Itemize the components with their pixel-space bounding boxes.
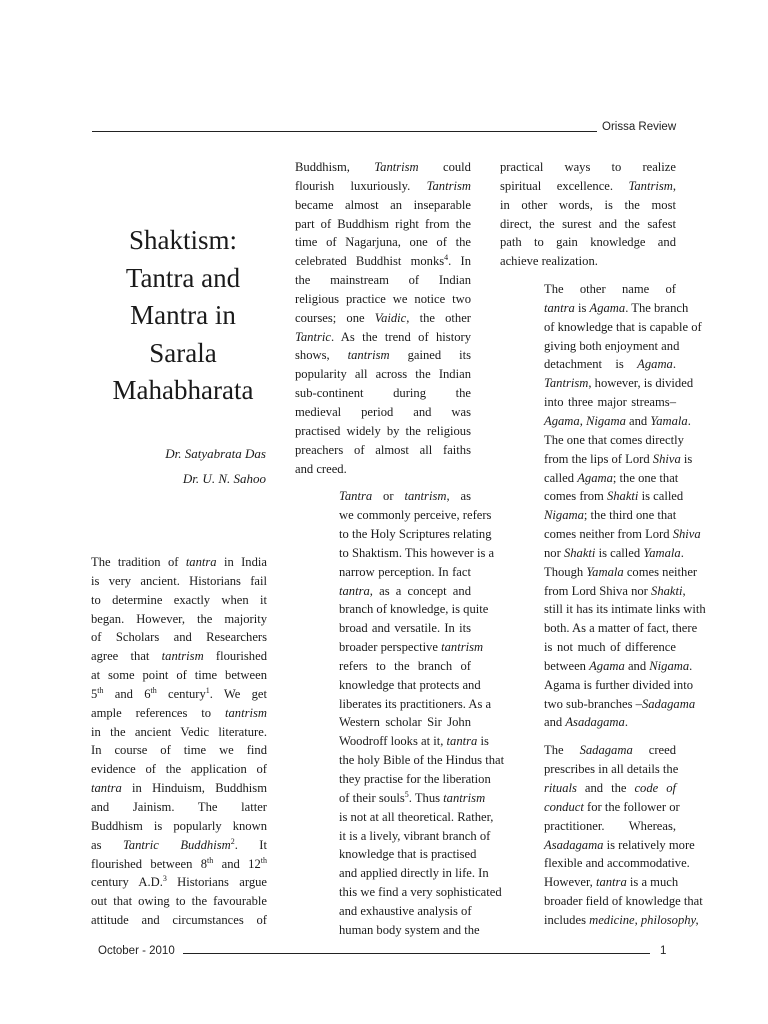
author-list <box>130 441 266 491</box>
article-title <box>95 222 271 410</box>
author-name: Dr. U. N. Sahoo <box>182 471 266 486</box>
paragraph <box>500 741 703 929</box>
text-line: Asadagama is relatively more <box>544 837 695 852</box>
text-line: as Tantric Buddhism$^2$. It <box>91 836 267 852</box>
text-line: tantra, as a concept and <box>339 583 471 598</box>
text-line: they practise for the liberation <box>339 772 491 786</box>
text-line: The one that comes directly <box>544 432 684 447</box>
text-line: In course of time we find <box>91 743 267 758</box>
text-line: shows, tantrism gained its <box>295 348 471 363</box>
text-line: Woodroff looks at it, tantra is <box>339 734 489 749</box>
text-line: flourished between 8th and 12th <box>91 855 267 871</box>
text-line: However, tantra is a much <box>544 875 679 890</box>
issue-date: October - 2010 <box>98 945 175 957</box>
text-line: of their souls$^5$. Thus tantrism <box>339 789 486 805</box>
text-line: achieve realization. <box>500 254 598 269</box>
text-line: at some point of time between <box>91 668 267 683</box>
text-line: Western scholar Sir John <box>339 715 471 730</box>
text-line: Though Yamala comes neither <box>544 564 698 579</box>
text-line: includes medicine, philosophy, <box>544 912 699 927</box>
text-line: comes neither from Lord Shiva <box>544 527 701 542</box>
text-line: agree that tantrism flourished <box>91 649 267 664</box>
text-column-2 <box>295 158 505 940</box>
text-line: and Jainism. The latter <box>91 799 267 814</box>
text-column-1 <box>91 553 267 930</box>
text-line: giving both enjoyment and <box>544 338 680 353</box>
text-line: refers to the branch of <box>339 658 471 673</box>
publication-name: Orissa Review <box>602 121 677 133</box>
text-line: rituals and the code of <box>544 781 677 795</box>
text-line: the holy Bible of the Hindus that <box>339 753 505 768</box>
text-line: in other words, is the most <box>500 197 676 212</box>
text-line: broad and versatile. In its <box>339 621 471 636</box>
text-line: branch of knowledge, is quite <box>339 602 489 617</box>
title-line: Tantra and <box>125 262 241 293</box>
text-line: The other name of <box>544 282 676 297</box>
text-line: is not much of difference <box>544 640 676 655</box>
text-line: evidence of the application of <box>91 762 267 777</box>
title-line: Shaktism: <box>128 225 237 255</box>
title-line: Mantra in <box>130 300 236 330</box>
text-line: ample references to tantrism <box>91 705 267 720</box>
text-line: detachment is Agama. <box>544 357 676 372</box>
text-line: Tantrism, however, is divided <box>544 376 694 391</box>
paragraph <box>295 487 505 939</box>
text-line: path to gain knowledge and <box>500 235 676 250</box>
text-line: of knowledge that is capable of <box>544 319 702 334</box>
text-line: nor Shakti is called Yamala. <box>544 545 684 560</box>
text-line: The Sadagama creed <box>544 743 676 758</box>
text-line: to Shaktism. This however is a <box>339 545 495 560</box>
text-line: Tantra or tantrism, as <box>339 489 471 504</box>
text-line: flexible and accommodative. <box>544 856 690 871</box>
text-line: Buddhism is popularly known <box>91 818 267 833</box>
text-line: spiritual excellence. Tantrism, <box>500 178 676 193</box>
footer-rule <box>183 953 650 954</box>
text-line: Agama, Nigama and Yamala. <box>544 413 691 428</box>
text-line: broader field of knowledge that <box>544 894 703 909</box>
text-line: practical ways to realize <box>500 160 676 174</box>
text-line: courses; one Vaidic, the other <box>295 310 471 325</box>
text-line: conduct for the follower or <box>544 799 680 814</box>
text-line: human body system and the <box>339 922 480 937</box>
paragraph <box>295 158 471 478</box>
author-name: Dr. Satyabrata Das <box>165 446 266 461</box>
text-line: still it has its intimate links with <box>544 602 706 617</box>
text-line: practised widely by the religious <box>295 423 471 438</box>
text-line: it is a lively, vibrant branch of <box>339 828 491 843</box>
text-line: Agama is further divided into <box>544 677 693 692</box>
text-line: narrow perception. In fact <box>339 564 471 579</box>
text-line: tantra in Hinduism, Buddhism <box>91 781 267 796</box>
text-line: religious practice we notice two <box>295 291 471 306</box>
text-line: and creed. <box>295 461 347 476</box>
text-line: part of Buddhism right from the <box>295 216 471 231</box>
text-line: broader perspective tantrism <box>339 640 484 655</box>
text-line: to determine exactly when it <box>91 592 267 607</box>
text-line: time of Nagarjuna, one of the <box>295 235 471 250</box>
text-line: out that owing to the favourable <box>91 894 267 909</box>
title-line: Mahabharata <box>112 375 254 405</box>
title-line: Sarala <box>149 337 217 368</box>
paragraph <box>91 553 267 930</box>
text-line: began. However, the majority <box>91 611 267 626</box>
text-line: knowledge that protects and <box>339 677 481 692</box>
text-line: in the ancient Vedic literature. <box>91 724 267 739</box>
text-line: is very ancient. Historians fail <box>91 573 267 588</box>
text-line: between Agama and Nigama. <box>544 658 693 673</box>
text-line: tantra is Agama. The branch <box>544 300 689 315</box>
paragraph <box>500 158 676 271</box>
text-line: liberates its practitioners. As a <box>339 696 492 711</box>
text-line: comes from Shakti is called <box>544 489 684 504</box>
text-line: two sub-branches –Sadagama <box>544 696 696 711</box>
text-line: from the lips of Lord Shiva is <box>544 451 693 466</box>
text-line: is not at all theoretical. Rather, <box>339 809 494 824</box>
text-column-3 <box>500 158 706 930</box>
text-line: became almost an inseparable <box>295 197 471 212</box>
text-line: celebrated Buddhist monks$^4$. In <box>295 253 471 269</box>
text-line: Tantric. As the trend of history <box>295 329 471 344</box>
text-line: and exhaustive analysis of <box>339 903 472 918</box>
text-line: knowledge that is practised <box>339 847 477 862</box>
text-line: direct, the surest and the safest <box>500 216 676 231</box>
paragraph <box>500 280 706 732</box>
text-line: 5th and 6th century$^1$. We get <box>91 685 268 701</box>
text-line: and Asadagama. <box>544 715 628 730</box>
page-number: 1 <box>660 945 667 957</box>
text-line: practitioner. Whereas, <box>544 818 676 833</box>
text-line: preachers of almost all faiths <box>295 442 471 457</box>
text-line: called Agama; the one that <box>544 470 679 485</box>
text-line: prescribes in all details the <box>544 762 679 777</box>
text-line: Buddhism, Tantrism could <box>295 160 471 174</box>
text-line: of Scholars and Researchers <box>91 630 267 645</box>
text-line: flourish luxuriously. Tantrism <box>295 178 471 193</box>
text-line: The tradition of tantra in India <box>91 555 267 569</box>
text-line: into three major streams– <box>544 395 676 410</box>
text-line: century A.D.$^3$ Historians argue <box>91 874 268 890</box>
header-rule <box>92 131 597 132</box>
text-line: Nigama; the third one that <box>544 508 677 523</box>
text-line: to the Holy Scriptures relating <box>339 527 492 542</box>
text-line: we commonly perceive, refers <box>339 508 492 523</box>
text-line: popularity all across the Indian <box>295 367 471 382</box>
text-line: attitude and circumstances of <box>91 913 267 928</box>
text-line: from Lord Shiva nor Shakti, <box>544 583 686 598</box>
text-line: both. As a matter of fact, there <box>544 621 698 636</box>
text-line: the mainstream of Indian <box>295 273 471 288</box>
text-line: sub-continent during the <box>295 386 471 401</box>
text-line: this we find a very sophisticated <box>339 885 502 900</box>
text-line: and applied directly in life. In <box>339 866 489 881</box>
text-line: medieval period and was <box>295 404 471 419</box>
